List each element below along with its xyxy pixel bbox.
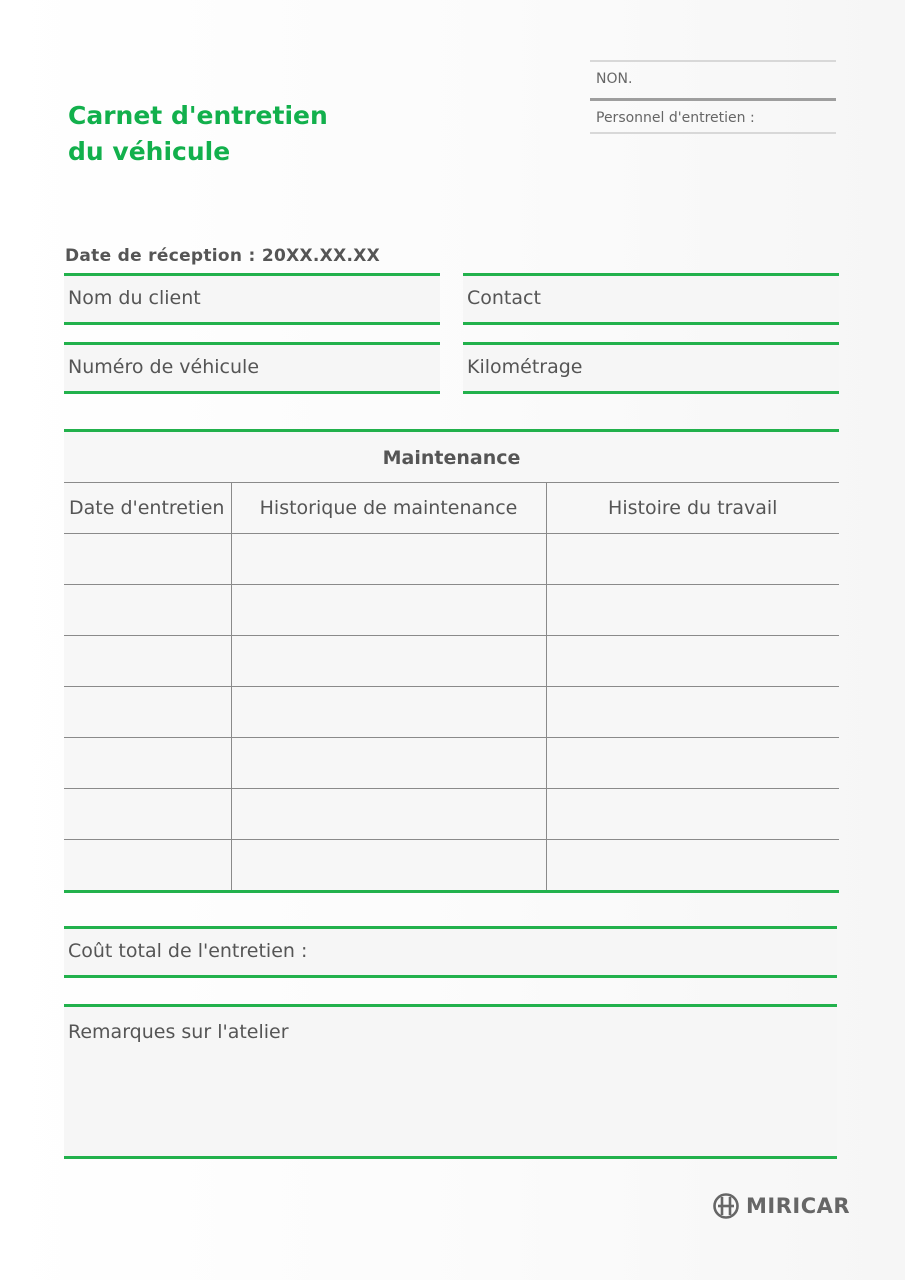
table-cell[interactable] <box>231 534 546 585</box>
reception-date: Date de réception : 20XX.XX.XX <box>65 246 381 266</box>
meta-box <box>590 60 836 134</box>
table-cell[interactable] <box>231 789 546 840</box>
table-cell[interactable] <box>64 738 231 789</box>
table-cell[interactable] <box>546 789 839 840</box>
remarks-field[interactable] <box>64 1004 837 1159</box>
table-cell[interactable] <box>546 636 839 687</box>
maintenance-title: Maintenance <box>64 432 839 483</box>
client-name-label: Nom du client <box>68 287 201 309</box>
column-header-work: Histoire du travail <box>546 483 839 534</box>
table-row <box>64 636 839 687</box>
table-cell[interactable] <box>64 687 231 738</box>
table-cell[interactable] <box>546 840 839 891</box>
vehicle-number-field[interactable] <box>64 342 440 394</box>
column-header-date: Date d'entretien <box>64 483 231 534</box>
table-row <box>64 789 839 840</box>
page-title <box>68 98 328 170</box>
table-cell[interactable] <box>64 840 231 891</box>
table-row <box>64 534 839 585</box>
page-title-line2: du véhicule <box>68 137 231 166</box>
brand-name: MIRICAR <box>746 1194 851 1218</box>
table-row <box>64 738 839 789</box>
contact-field[interactable] <box>463 273 839 325</box>
page-title-line1: Carnet d'entretien <box>68 101 328 130</box>
column-header-history: Historique de maintenance <box>231 483 546 534</box>
table-row <box>64 840 839 891</box>
table-cell[interactable] <box>546 534 839 585</box>
staff-label: Personnel d'entretien : <box>596 110 755 126</box>
total-cost-label: Coût total de l'entretien : <box>68 940 308 962</box>
mileage-label: Kilométrage <box>467 356 583 378</box>
table-header-row <box>64 483 839 534</box>
table-cell[interactable] <box>64 534 231 585</box>
contact-label: Contact <box>467 287 541 309</box>
total-cost-field[interactable] <box>64 926 837 978</box>
table-cell[interactable] <box>64 789 231 840</box>
client-name-field[interactable] <box>64 273 440 325</box>
table-cell[interactable] <box>546 738 839 789</box>
table-cell[interactable] <box>231 585 546 636</box>
table-row <box>64 585 839 636</box>
miricar-logo-icon <box>712 1192 740 1220</box>
table-cell[interactable] <box>231 687 546 738</box>
table-cell[interactable] <box>546 687 839 738</box>
table-row <box>64 687 839 738</box>
table-cell[interactable] <box>64 585 231 636</box>
table-cell[interactable] <box>231 840 546 891</box>
table-cell[interactable] <box>231 738 546 789</box>
maintenance-table <box>64 483 839 890</box>
table-cell[interactable] <box>231 636 546 687</box>
number-label: NON. <box>596 71 633 87</box>
staff-field[interactable] <box>590 98 836 134</box>
number-field[interactable] <box>590 60 836 98</box>
remarks-label: Remarques sur l'atelier <box>68 1021 289 1043</box>
vehicle-number-label: Numéro de véhicule <box>68 356 260 378</box>
maintenance-table-section <box>64 429 839 893</box>
table-cell[interactable] <box>546 585 839 636</box>
brand-logo <box>712 1192 850 1220</box>
mileage-field[interactable] <box>463 342 839 394</box>
table-cell[interactable] <box>64 636 231 687</box>
